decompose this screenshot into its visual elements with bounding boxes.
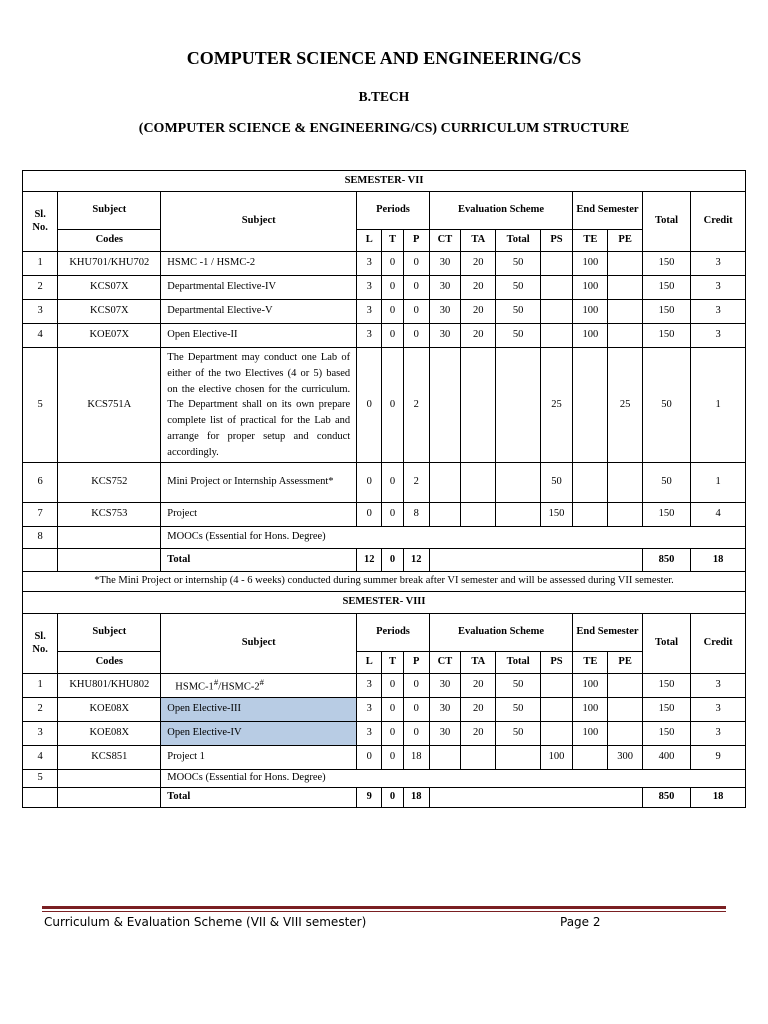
p-cell: 8 [403, 503, 429, 527]
p-total: 12 [403, 549, 429, 572]
l-header: L [357, 230, 382, 252]
eval-total-cell: 50 [496, 324, 540, 348]
end-semester-header: End Semester [573, 614, 643, 652]
te-cell [573, 746, 608, 770]
footnote: *The Mini Project or internship (4 - 6 weeks) conducted during summer break after VI semester and will be assessed during VII semester. [23, 572, 746, 592]
l-total: 12 [357, 549, 382, 572]
table-row [23, 698, 746, 722]
t-cell: 0 [382, 503, 403, 527]
pe-header: PE [608, 652, 642, 674]
l-cell: 0 [357, 746, 382, 770]
credit-cell: 3 [691, 722, 746, 746]
l-cell: 3 [357, 300, 382, 324]
table-row [23, 503, 746, 527]
te-cell: 100 [573, 300, 608, 324]
ta-header: TA [461, 230, 496, 252]
p-cell: 0 [403, 722, 429, 746]
pe-cell [608, 463, 642, 503]
table-row [23, 348, 746, 463]
code-cell: KOE07X [58, 324, 161, 348]
ta-cell [461, 746, 496, 770]
sl-cell: 1 [23, 252, 58, 276]
p-cell: 2 [403, 463, 429, 503]
t-cell: 0 [382, 252, 403, 276]
ta-cell: 20 [461, 276, 496, 300]
ps-cell [540, 722, 572, 746]
total-cell: 150 [642, 300, 690, 324]
pe-cell [608, 324, 642, 348]
sl-no-header: Sl. No. [23, 614, 58, 674]
page-number: Page 2 [560, 915, 601, 929]
eval-total-cell [496, 746, 540, 770]
ta-cell: 20 [461, 674, 496, 698]
ct-cell: 30 [429, 722, 460, 746]
ta-header: TA [461, 652, 496, 674]
ta-cell: 20 [461, 698, 496, 722]
total-row [23, 788, 746, 808]
total-header: Total [642, 614, 690, 674]
ta-cell [461, 348, 496, 463]
t-cell: 0 [382, 348, 403, 463]
total-cell: 150 [642, 722, 690, 746]
te-cell: 100 [573, 324, 608, 348]
ta-cell: 20 [461, 300, 496, 324]
credit-cell: 3 [691, 698, 746, 722]
evaluation-scheme-header: Evaluation Scheme [429, 192, 572, 230]
ta-cell [461, 463, 496, 503]
subject-cell: Mini Project or Internship Assessment* [161, 463, 357, 503]
subject-cell: Open Elective-III [161, 698, 357, 722]
ps-cell [540, 324, 572, 348]
te-cell [573, 503, 608, 527]
ta-cell: 20 [461, 252, 496, 276]
pe-cell [608, 722, 642, 746]
te-header: TE [573, 652, 608, 674]
ps-cell [540, 674, 572, 698]
credit-cell: 3 [691, 276, 746, 300]
credit-cell: 3 [691, 674, 746, 698]
te-cell: 100 [573, 722, 608, 746]
sl-cell: 7 [23, 503, 58, 527]
sl-cell: 3 [23, 722, 58, 746]
ct-cell [429, 503, 460, 527]
eval-total-cell [496, 463, 540, 503]
t-cell: 0 [382, 674, 403, 698]
footer-rule [42, 906, 726, 909]
table-row [23, 527, 746, 549]
code-cell: KHU701/KHU702 [58, 252, 161, 276]
total-cell: 400 [642, 746, 690, 770]
l-total: 9 [357, 788, 382, 808]
total-cell: 150 [642, 503, 690, 527]
l-cell: 0 [357, 463, 382, 503]
ps-cell [540, 698, 572, 722]
t-cell: 0 [382, 300, 403, 324]
eval-total-cell: 50 [496, 698, 540, 722]
document-title: COMPUTER SCIENCE AND ENGINEERING/CS [186, 48, 582, 68]
t-cell: 0 [382, 463, 403, 503]
table-row [23, 276, 746, 300]
sl-cell: 5 [23, 770, 58, 788]
table-row [23, 324, 746, 348]
credit-cell: 3 [691, 324, 746, 348]
subject-cell: Open Elective-II [161, 324, 357, 348]
table-row [23, 252, 746, 276]
t-cell: 0 [382, 324, 403, 348]
subject-cell: Project 1 [161, 746, 357, 770]
ps-cell [540, 252, 572, 276]
eval-total-cell: 50 [496, 300, 540, 324]
credit-cell: 3 [691, 300, 746, 324]
semester-vii-title: SEMESTER- VII [23, 171, 746, 192]
te-header: TE [573, 230, 608, 252]
sl-cell: 2 [23, 698, 58, 722]
pe-cell [608, 674, 642, 698]
footer-rule-thin [42, 911, 726, 912]
code-cell: KCS851 [58, 746, 161, 770]
ps-cell [540, 300, 572, 324]
p-cell: 2 [403, 348, 429, 463]
eval-total-cell: 50 [496, 252, 540, 276]
degree-subtitle: B.TECH [358, 89, 410, 104]
code-cell [58, 527, 161, 549]
subject-cell: MOOCs (Essential for Hons. Degree) [161, 527, 746, 549]
credit-total: 18 [691, 549, 746, 572]
te-cell [573, 463, 608, 503]
l-cell: 0 [357, 503, 382, 527]
subject-cell: Project [161, 503, 357, 527]
credit-header: Credit [691, 614, 746, 674]
l-cell: 3 [357, 698, 382, 722]
total-cell: 150 [642, 252, 690, 276]
sl-cell: 4 [23, 324, 58, 348]
credit-total: 18 [691, 788, 746, 808]
p-cell: 18 [403, 746, 429, 770]
code-cell: KOE08X [58, 722, 161, 746]
te-cell: 100 [573, 276, 608, 300]
subject-header: Subject [161, 192, 357, 252]
grand-total: 850 [642, 549, 690, 572]
eval-total-cell [496, 503, 540, 527]
subject-cell: MOOCs (Essential for Hons. Degree) [161, 770, 746, 788]
code-cell: KCS07X [58, 300, 161, 324]
ct-cell: 30 [429, 276, 460, 300]
t-cell: 0 [382, 722, 403, 746]
subject-text: /HSMC-2 [218, 681, 260, 693]
ta-cell: 20 [461, 324, 496, 348]
credit-header: Credit [691, 192, 746, 252]
total-label: Total [161, 549, 357, 572]
eval-total-cell: 50 [496, 722, 540, 746]
ct-cell: 30 [429, 324, 460, 348]
pe-header: PE [608, 230, 642, 252]
pe-cell [608, 698, 642, 722]
ct-cell [429, 463, 460, 503]
subject-text: HSMC-1 [175, 681, 214, 693]
subject-codes-header: Subject [58, 614, 161, 652]
t-cell: 0 [382, 698, 403, 722]
sl-no-header: Sl. No. [23, 192, 58, 252]
ta-cell [461, 503, 496, 527]
pe-cell [608, 503, 642, 527]
l-cell: 3 [357, 674, 382, 698]
eval-total-cell: 50 [496, 276, 540, 300]
table-row [23, 770, 746, 788]
p-cell: 0 [403, 698, 429, 722]
code-cell [58, 770, 161, 788]
total-cell: 50 [642, 463, 690, 503]
periods-header: Periods [357, 192, 430, 230]
ta-cell: 20 [461, 722, 496, 746]
ps-header: PS [540, 230, 572, 252]
p-header: P [403, 230, 429, 252]
te-cell: 100 [573, 252, 608, 276]
p-cell: 0 [403, 324, 429, 348]
pe-cell: 300 [608, 746, 642, 770]
pe-cell [608, 276, 642, 300]
sl-cell: 4 [23, 746, 58, 770]
table-row [23, 674, 746, 698]
sl-cell: 3 [23, 300, 58, 324]
ps-cell: 50 [540, 463, 572, 503]
codes-header: Codes [58, 230, 161, 252]
subject-cell [161, 674, 357, 698]
ct-cell: 30 [429, 674, 460, 698]
total-cell: 150 [642, 324, 690, 348]
ct-header: CT [429, 230, 460, 252]
end-semester-header: End Semester [573, 192, 643, 230]
l-cell: 0 [357, 348, 382, 463]
subject-cell: HSMC -1 / HSMC-2 [161, 252, 357, 276]
eval-total-cell [496, 348, 540, 463]
sl-cell: 1 [23, 674, 58, 698]
p-cell: 0 [403, 276, 429, 300]
evaluation-scheme-header: Evaluation Scheme [429, 614, 572, 652]
sl-cell: 2 [23, 276, 58, 300]
total-cell: 50 [642, 348, 690, 463]
credit-cell: 1 [691, 463, 746, 503]
t-cell: 0 [382, 746, 403, 770]
credit-cell: 4 [691, 503, 746, 527]
superscript-mark: # [213, 677, 219, 688]
sl-cell: 5 [23, 348, 58, 463]
ps-cell: 100 [540, 746, 572, 770]
code-cell: KCS751A [58, 348, 161, 463]
curriculum-table [22, 170, 746, 808]
code-cell: KCS753 [58, 503, 161, 527]
subject-cell: Departmental Elective-IV [161, 276, 357, 300]
ct-header: CT [429, 652, 460, 674]
code-cell: KHU801/KHU802 [58, 674, 161, 698]
periods-header: Periods [357, 614, 430, 652]
sl-cell: 6 [23, 463, 58, 503]
t-header: T [382, 652, 403, 674]
code-cell: KCS07X [58, 276, 161, 300]
p-header: P [403, 652, 429, 674]
l-cell: 3 [357, 252, 382, 276]
codes-header: Codes [58, 652, 161, 674]
ps-cell: 25 [540, 348, 572, 463]
pe-cell [608, 300, 642, 324]
pe-cell [608, 252, 642, 276]
table-row [23, 300, 746, 324]
eval-total-header: Total [496, 652, 540, 674]
ps-header: PS [540, 652, 572, 674]
subject-codes-header: Subject [58, 192, 161, 230]
p-total: 18 [403, 788, 429, 808]
p-cell: 0 [403, 674, 429, 698]
table-row [23, 722, 746, 746]
t-total: 0 [382, 549, 403, 572]
te-cell: 100 [573, 674, 608, 698]
credit-cell: 3 [691, 252, 746, 276]
credit-cell: 9 [691, 746, 746, 770]
total-header: Total [642, 192, 690, 252]
sl-cell: 8 [23, 527, 58, 549]
p-cell: 0 [403, 300, 429, 324]
eval-total-header: Total [496, 230, 540, 252]
credit-cell: 1 [691, 348, 746, 463]
l-cell: 3 [357, 276, 382, 300]
ct-cell: 30 [429, 252, 460, 276]
code-cell: KCS752 [58, 463, 161, 503]
curriculum-subtitle: (COMPUTER SCIENCE & ENGINEERING/CS) CURRICULUM STRUCTURE [138, 121, 630, 136]
total-row [23, 549, 746, 572]
ps-cell: 150 [540, 503, 572, 527]
p-cell: 0 [403, 252, 429, 276]
t-header: T [382, 230, 403, 252]
subject-cell: Departmental Elective-V [161, 300, 357, 324]
te-cell [573, 348, 608, 463]
table-row [23, 463, 746, 503]
t-total: 0 [382, 788, 403, 808]
code-cell: KOE08X [58, 698, 161, 722]
total-label: Total [161, 788, 357, 808]
ct-cell [429, 746, 460, 770]
l-cell: 3 [357, 722, 382, 746]
ps-cell [540, 276, 572, 300]
t-cell: 0 [382, 276, 403, 300]
total-cell: 150 [642, 674, 690, 698]
superscript-mark: # [259, 677, 264, 688]
pe-cell: 25 [608, 348, 642, 463]
ct-cell: 30 [429, 300, 460, 324]
total-cell: 150 [642, 698, 690, 722]
total-cell: 150 [642, 276, 690, 300]
subject-cell: Open Elective-IV [161, 722, 357, 746]
eval-total-cell: 50 [496, 674, 540, 698]
subject-cell: The Department may conduct one Lab of either of the two Electives (4 or 5) based on the elective chosen for the curriculum. The Department shall on its own prepare complete list of practical for the Lab and arrange for proper setup and conduct accordingly. [161, 348, 357, 463]
semester-viii-title: SEMESTER- VIII [23, 592, 746, 614]
ct-cell [429, 348, 460, 463]
subject-header: Subject [161, 614, 357, 674]
te-cell: 100 [573, 698, 608, 722]
l-cell: 3 [357, 324, 382, 348]
l-header: L [357, 652, 382, 674]
grand-total: 850 [642, 788, 690, 808]
table-row [23, 746, 746, 770]
footer-title: Curriculum & Evaluation Scheme (VII & VIII semester) [44, 915, 367, 929]
ct-cell: 30 [429, 698, 460, 722]
